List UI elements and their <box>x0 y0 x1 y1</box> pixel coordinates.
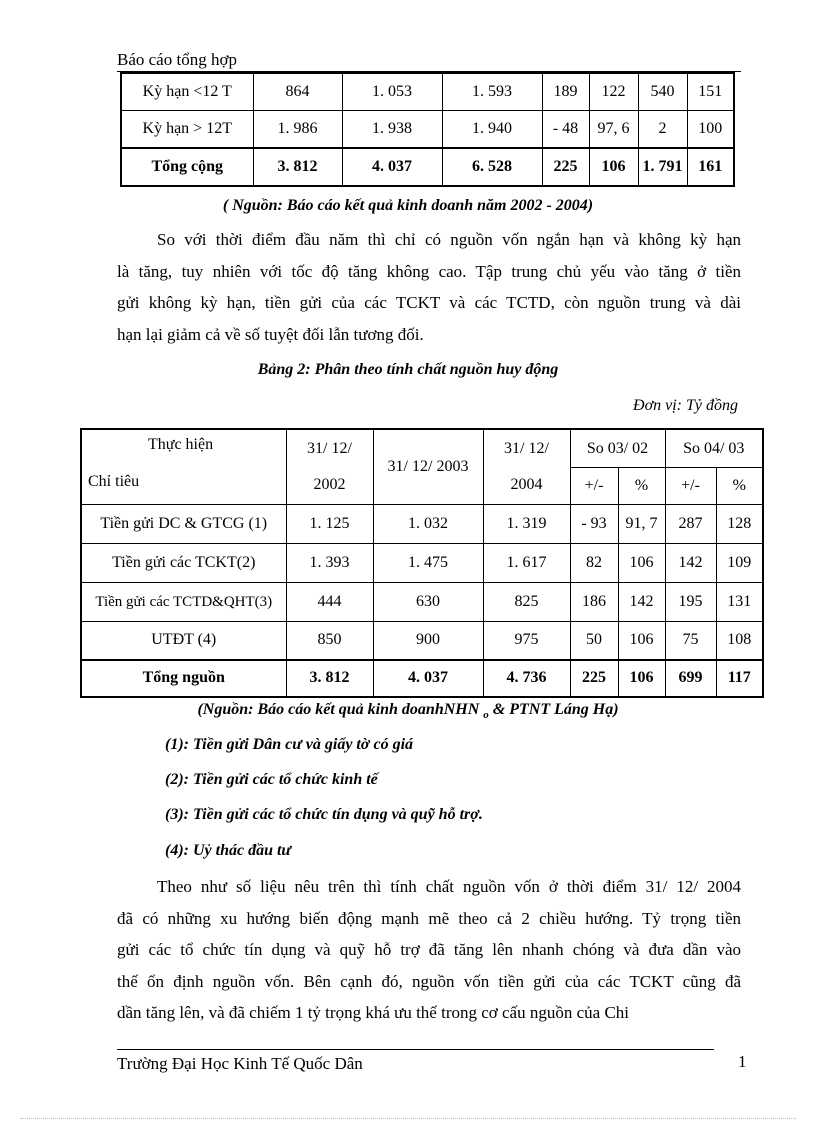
note-4: (4): Uỷ thác đầu tư <box>165 842 292 859</box>
table-cell: 106 <box>618 622 665 660</box>
table-cell: 1. 125 <box>286 505 373 544</box>
paragraph-line: là tăng, tuy nhiên với tốc độ tăng không cao. Tập trung chủ yếu vào tăng ở tiền <box>117 261 741 281</box>
row-label: Tiền gửi các TCKT(2) <box>81 544 286 583</box>
table-cell: 195 <box>665 583 716 622</box>
subheader-diff: +/- <box>570 468 618 505</box>
table2-source-subscript: o <box>483 709 489 722</box>
table-cell: 3. 812 <box>253 148 342 186</box>
table-cell: 1. 940 <box>442 111 542 149</box>
table-cell: 1. 986 <box>253 111 342 149</box>
paragraph-2 <box>117 871 741 1029</box>
table-cell: 106 <box>618 544 665 583</box>
table-cell: 1. 053 <box>342 73 442 111</box>
table-cell: - 93 <box>570 505 618 544</box>
table-row <box>81 622 763 660</box>
table-cell: 4. 736 <box>483 660 570 697</box>
row-label: UTĐT (4) <box>81 622 286 660</box>
table1-source: ( Nguồn: Báo cáo kết quả kinh doanh năm 2002 - 2004) <box>222 197 594 214</box>
paragraph-line: gửi các tổ chức tín dụng và quỹ hỗ trợ đã tăng lên nhanh chóng và đưa dần vào <box>117 940 741 959</box>
table-cell: 444 <box>286 583 373 622</box>
funding-nature-table <box>80 428 764 698</box>
table2-source <box>0 701 816 721</box>
table-cell: 825 <box>483 583 570 622</box>
table-cell: 1. 032 <box>373 505 483 544</box>
paragraph-line: thế ổn định nguồn vốn. Bên cạnh đó, nguồn vốn tiền gửi của các TCKT cũng đã <box>117 971 741 991</box>
table-cell: 106 <box>618 660 665 697</box>
table-cell: 109 <box>716 544 763 583</box>
header-2003: 31/ 12/ 2003 <box>373 429 483 505</box>
header-2004-line2: 2004 <box>510 476 543 493</box>
row-label: Tiền gửi các TCTD&QHT(3) <box>81 583 286 622</box>
header-cmp-03-02: So 03/ 02 <box>570 429 665 468</box>
table-cell: 75 <box>665 622 716 660</box>
paragraph-1 <box>117 224 741 350</box>
corner-top-label: Thực hiện <box>148 436 214 453</box>
header-2002-line2: 2002 <box>313 476 346 493</box>
table2-source-end: & PTNT Láng Hạ) <box>488 701 619 718</box>
table-cell: 6. 528 <box>442 148 542 186</box>
paragraph-line: gửi không kỳ hạn, tiền gửi của các TCKT và các TCTD, còn nguồn trung và dài <box>117 293 741 312</box>
footer-divider <box>117 1049 714 1050</box>
header-2002-line1: 31/ 12/ <box>307 440 352 457</box>
table-cell: 151 <box>687 73 734 111</box>
table-cell: 1. 319 <box>483 505 570 544</box>
table-cell: 225 <box>542 148 589 186</box>
table-row <box>121 111 734 149</box>
table-cell: 3. 812 <box>286 660 373 697</box>
table-cell: 1. 475 <box>373 544 483 583</box>
table2-title: Bảng 2: Phân theo tính chất nguồn huy động <box>257 361 559 378</box>
table-cell: 50 <box>570 622 618 660</box>
page-bottom-border <box>20 1118 796 1119</box>
table-cell: 108 <box>716 622 763 660</box>
subheader-pct: % <box>716 468 763 505</box>
table-cell: 82 <box>570 544 618 583</box>
table-cell: 287 <box>665 505 716 544</box>
table-cell: 142 <box>618 583 665 622</box>
table-cell: 117 <box>716 660 763 697</box>
table-cell: 106 <box>589 148 638 186</box>
table-cell: 2 <box>638 111 687 149</box>
table-cell: 4. 037 <box>373 660 483 697</box>
table-header-row <box>81 429 763 468</box>
paragraph-line: hạn lại giảm cả về số tuyệt đối lẫn tương đối. <box>117 324 424 344</box>
table-cell: 540 <box>638 73 687 111</box>
table-cell: 189 <box>542 73 589 111</box>
row-label: Kỳ hạn > 12T <box>121 111 253 149</box>
page-header-title: Báo cáo tổng hợp <box>117 50 237 69</box>
table-cell: 864 <box>253 73 342 111</box>
table2-unit: Đơn vị: Tỷ đồng <box>633 397 738 414</box>
table-cell: 225 <box>570 660 618 697</box>
table-cell: 186 <box>570 583 618 622</box>
corner-bottom-label: Chỉ tiêu <box>88 473 140 490</box>
table-cell: 97, 6 <box>589 111 638 149</box>
table-cell: 630 <box>373 583 483 622</box>
table-cell: 1. 393 <box>286 544 373 583</box>
header-corner-cell <box>81 429 286 505</box>
table-cell: 122 <box>589 73 638 111</box>
table-total-row <box>81 660 763 697</box>
table-cell: 699 <box>665 660 716 697</box>
table-cell: 91, 7 <box>618 505 665 544</box>
row-label: Tổng nguồn <box>81 660 286 697</box>
table-cell: 131 <box>716 583 763 622</box>
table-cell: - 48 <box>542 111 589 149</box>
subheader-diff: +/- <box>665 468 716 505</box>
page-number: 1 <box>738 1052 747 1071</box>
paragraph-line: So với thời điểm đầu năm thì chỉ có nguồn vốn ngắn hạn và không kỳ hạn <box>157 230 741 249</box>
table-row <box>81 505 763 544</box>
table-cell: 1. 593 <box>442 73 542 111</box>
footer-school: Trường Đại Học Kinh Tế Quốc Dân <box>117 1054 363 1073</box>
table-cell: 1. 938 <box>342 111 442 149</box>
table-row <box>81 544 763 583</box>
paragraph-line: Theo như số liệu nêu trên thì tính chất nguồn vốn ở thời điểm 31/ 12/ 2004 <box>157 877 741 896</box>
table2-source-main: (Nguồn: Báo cáo kết quả kinh doanhNHN <box>197 701 480 718</box>
table-cell: 128 <box>716 505 763 544</box>
term-deposit-table <box>120 72 735 187</box>
subheader-pct: % <box>618 468 665 505</box>
table-cell: 900 <box>373 622 483 660</box>
paragraph-line: dần tăng lên, và đã chiếm 1 tỷ trọng khá ưu thế trong cơ cấu nguồn của Chi <box>117 1003 630 1022</box>
table-cell: 4. 037 <box>342 148 442 186</box>
table-cell: 100 <box>687 111 734 149</box>
note-2: (2): Tiền gửi các tổ chức kinh tế <box>165 771 378 788</box>
table-cell: 1. 791 <box>638 148 687 186</box>
table-cell: 850 <box>286 622 373 660</box>
table-total-row <box>121 148 734 186</box>
note-1: (1): Tiền gửi Dân cư và giấy tờ có giá <box>165 736 414 753</box>
table-cell: 161 <box>687 148 734 186</box>
row-label: Tổng cộng <box>121 148 253 186</box>
paragraph-line: đã có những xu hướng biến động mạnh mẽ theo cả 2 chiều hướng. Tỷ trọng tiền <box>117 908 741 928</box>
table-cell: 142 <box>665 544 716 583</box>
header-2004-line1: 31/ 12/ <box>504 440 549 457</box>
note-3: (3): Tiền gửi các tổ chức tín dụng và quỹ hỗ trợ. <box>165 806 483 823</box>
header-2002 <box>286 429 373 505</box>
header-2004 <box>483 429 570 505</box>
row-label: Tiền gửi DC & GTCG (1) <box>81 505 286 544</box>
table-row <box>121 73 734 111</box>
table-cell: 975 <box>483 622 570 660</box>
table-row <box>81 583 763 622</box>
header-cmp-04-03: So 04/ 03 <box>665 429 763 468</box>
table-cell: 1. 617 <box>483 544 570 583</box>
row-label: Kỳ hạn <12 T <box>121 73 253 111</box>
